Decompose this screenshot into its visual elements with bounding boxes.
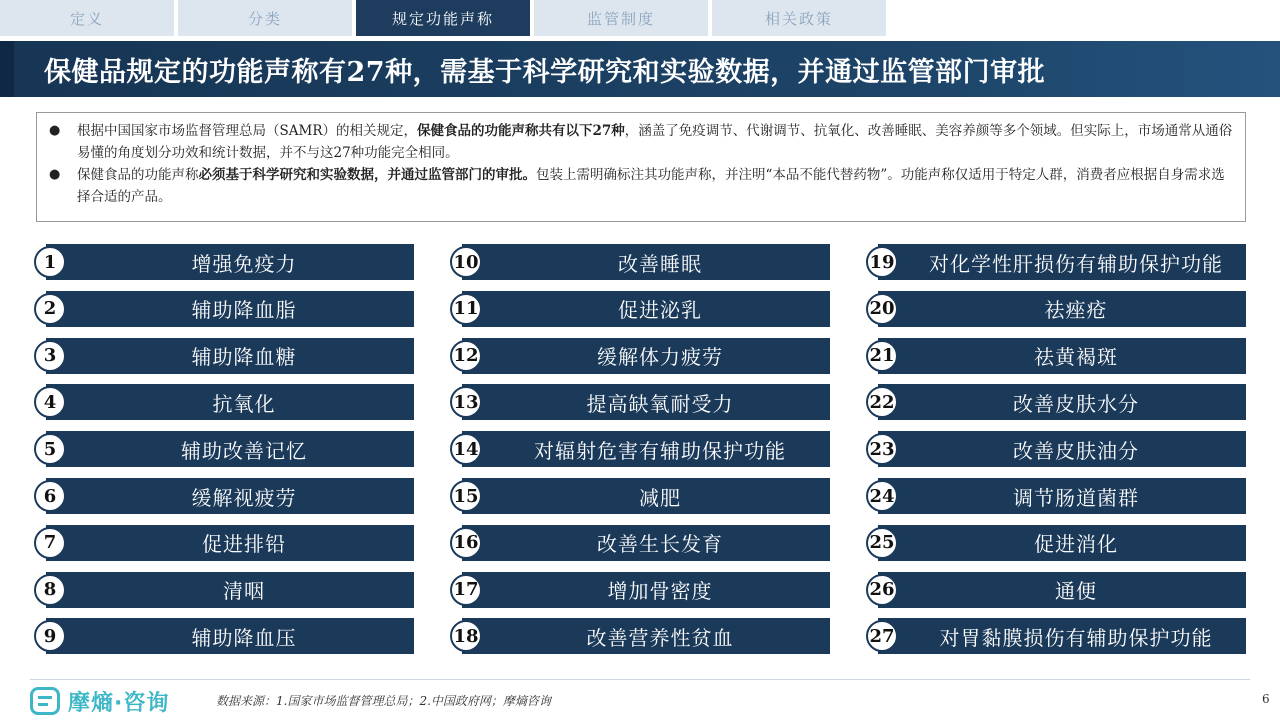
function-claim-number: 15	[450, 480, 482, 512]
tab-bar	[0, 0, 1280, 36]
function-claim-item	[450, 525, 830, 561]
function-claim-item	[34, 618, 414, 654]
function-claim-item	[866, 244, 1246, 280]
function-claim-number: 9	[34, 620, 66, 652]
function-claim-label: 改善睡眠	[462, 244, 830, 280]
function-claim-label: 辅助改善记忆	[46, 431, 414, 467]
function-claim-item	[450, 244, 830, 280]
intro-paragraph-1: ● 根据中国国家市场监督管理总局（SAMR）的相关规定，保健食品的功能声称共有以下27种，涵盖了免疫调节、代谢调节、抗氧化、改善睡眠、美容养颜等多个领域。但实际上，市场通常从通俗易懂的角度划分功效和统计数据，并不与这27种功能完全相同。	[47, 120, 1235, 164]
function-claim-label: 辅助降血糖	[46, 338, 414, 374]
function-claim-number: 10	[450, 246, 482, 278]
intro-paragraph-2: ● 保健食品的功能声称必须基于科学研究和实验数据，并通过监管部门的审批。包装上需明确标注其功能声称，并注明“本品不能代替药物”。功能声称仅适用于特定人群，消费者应根据自身需求选择合适的产品。	[47, 164, 1235, 208]
function-claim-number: 25	[866, 527, 898, 559]
function-claim-number: 22	[866, 386, 898, 418]
function-claim-label: 清咽	[46, 572, 414, 608]
function-claim-number: 21	[866, 340, 898, 372]
function-claim-label: 增加骨密度	[462, 572, 830, 608]
function-claim-label: 改善皮肤水分	[878, 384, 1246, 420]
intro-box	[36, 112, 1246, 222]
function-claim-item	[450, 338, 830, 374]
function-claim-number: 14	[450, 433, 482, 465]
function-claim-label: 抗氧化	[46, 384, 414, 420]
function-claim-item	[866, 618, 1246, 654]
function-claim-number: 5	[34, 433, 66, 465]
function-claim-label: 缓解体力疲劳	[462, 338, 830, 374]
bullet-icon: ●	[49, 167, 61, 182]
function-claim-item	[450, 291, 830, 327]
function-claim-label: 提高缺氧耐受力	[462, 384, 830, 420]
function-claim-item	[866, 291, 1246, 327]
function-claim-label: 减肥	[462, 478, 830, 514]
function-claim-label: 促进泌乳	[462, 291, 830, 327]
function-claim-label: 增强免疫力	[46, 244, 414, 280]
function-claim-item	[34, 384, 414, 420]
function-claim-item	[450, 572, 830, 608]
function-claim-number: 6	[34, 480, 66, 512]
function-claim-number: 16	[450, 527, 482, 559]
function-claim-item	[866, 525, 1246, 561]
function-claim-item	[34, 291, 414, 327]
tab-classification[interactable]: 分类	[178, 0, 354, 36]
function-claim-label: 改善生长发育	[462, 525, 830, 561]
function-claim-number: 17	[450, 574, 482, 606]
function-claim-number: 1	[34, 246, 66, 278]
function-claim-number: 8	[34, 574, 66, 606]
data-source: 数据来源：1.国家市场监督管理总局；2.中国政府网；摩熵咨询	[216, 694, 551, 708]
page-number: 6	[1262, 692, 1270, 706]
function-claim-number: 18	[450, 620, 482, 652]
function-claim-item	[866, 431, 1246, 467]
function-claim-label: 辅助降血压	[46, 618, 414, 654]
function-claim-label: 对化学性肝损伤有辅助保护功能	[878, 244, 1246, 280]
function-claim-label: 通便	[878, 572, 1246, 608]
function-claim-label: 祛黄褐斑	[878, 338, 1246, 374]
function-claim-item	[450, 478, 830, 514]
logo-icon	[30, 687, 60, 715]
page-title: 保健品规定的功能声称有27种，需基于科学研究和实验数据，并通过监管部门审批	[44, 56, 1046, 88]
function-claim-item	[34, 525, 414, 561]
function-claim-item	[450, 431, 830, 467]
function-claim-label: 辅助降血脂	[46, 291, 414, 327]
function-claim-number: 7	[34, 527, 66, 559]
function-claim-number: 24	[866, 480, 898, 512]
function-claim-item	[866, 478, 1246, 514]
function-claim-item	[450, 384, 830, 420]
function-claim-number: 26	[866, 574, 898, 606]
tab-regulation[interactable]: 监管制度	[534, 0, 710, 36]
function-claim-number: 3	[34, 340, 66, 372]
function-claim-item	[34, 338, 414, 374]
function-claim-number: 23	[866, 433, 898, 465]
function-claim-label: 促进消化	[878, 525, 1246, 561]
title-bar	[0, 41, 1280, 97]
function-claim-label: 促进排铅	[46, 525, 414, 561]
tab-definition[interactable]: 定义	[0, 0, 176, 36]
function-claim-item	[450, 618, 830, 654]
function-claim-label: 对辐射危害有辅助保护功能	[462, 431, 830, 467]
function-claim-number: 27	[866, 620, 898, 652]
function-claim-item	[34, 244, 414, 280]
function-claim-label: 缓解视疲劳	[46, 478, 414, 514]
function-claim-item	[866, 572, 1246, 608]
function-claim-number: 19	[866, 246, 898, 278]
brand-logo	[30, 686, 169, 716]
function-claim-label: 对胃黏膜损伤有辅助保护功能	[878, 618, 1246, 654]
function-claim-item	[34, 572, 414, 608]
function-claim-number: 4	[34, 386, 66, 418]
title-accent	[0, 41, 14, 97]
tab-policy[interactable]: 相关政策	[712, 0, 888, 36]
function-claim-number: 2	[34, 293, 66, 325]
function-claim-number: 20	[866, 293, 898, 325]
bullet-icon: ●	[49, 123, 61, 138]
logo-text: 摩熵·咨询	[68, 690, 170, 716]
function-claim-number: 13	[450, 386, 482, 418]
function-claim-item	[34, 478, 414, 514]
function-claim-item	[866, 384, 1246, 420]
function-claim-label: 调节肠道菌群	[878, 478, 1246, 514]
function-claim-item	[866, 338, 1246, 374]
function-claim-label: 改善营养性贫血	[462, 618, 830, 654]
function-claim-item	[34, 431, 414, 467]
function-claim-number: 12	[450, 340, 482, 372]
footer-divider	[30, 679, 1250, 680]
function-claim-label: 祛痤疮	[878, 291, 1246, 327]
tab-function-claims[interactable]: 规定功能声称	[356, 0, 532, 36]
function-claim-label: 改善皮肤油分	[878, 431, 1246, 467]
function-claim-number: 11	[450, 293, 482, 325]
